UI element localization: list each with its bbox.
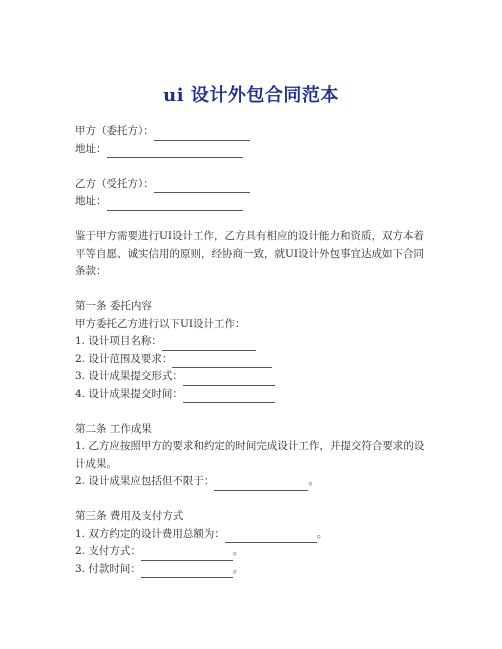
article-2-item-blank	[214, 477, 308, 491]
party-a-line	[75, 123, 435, 141]
party-b-label: 乙方（受托方）：	[75, 177, 154, 190]
article-3-item-label: 2. 支付方式：	[75, 545, 141, 557]
article-3-item	[75, 543, 435, 561]
party-b-address-blank	[107, 197, 243, 211]
article-1-heading: 第一条 委托内容	[75, 300, 152, 312]
article-3-item-end: 。	[232, 545, 244, 557]
party-a-address-blank	[107, 144, 243, 158]
article-3-item-blank	[141, 564, 233, 578]
article-2-item	[75, 473, 435, 491]
article-3-item-end: 。	[316, 527, 328, 540]
article-1-item-label: 2. 设计范围及要求：	[75, 352, 173, 365]
article-3-item	[75, 526, 435, 544]
party-b-address-label: 地址：	[75, 195, 107, 207]
party-b-blank	[154, 179, 250, 193]
document-title: ui 设计外包合同范本	[163, 85, 339, 106]
article-1-lead: 甲方委托乙方进行以下UI设计工作：	[75, 317, 246, 330]
article-3-item-label: 3. 付款时间：	[75, 562, 141, 575]
article-1-item	[75, 386, 435, 404]
article-2-item-end: 。	[308, 475, 319, 487]
article-1-item	[75, 333, 435, 351]
party-a-blank	[154, 127, 250, 141]
party-b-line	[75, 176, 435, 194]
article-1-item-blank	[172, 354, 272, 368]
party-a-address-line	[75, 141, 435, 159]
article-2-heading: 第二条 工作成果	[75, 422, 152, 435]
article-1-item-blank	[183, 389, 275, 403]
article-2-item: 1. 乙方应按照甲方的要求和约定的时间完成设计工作，并提交符合要求的设计成果。	[75, 440, 425, 470]
article-3-heading: 第三条 费用及支付方式	[75, 510, 184, 522]
article-2-item-label: 2. 设计成果应包括但不限于：	[75, 475, 215, 487]
article-1-item	[75, 368, 435, 386]
article-1-item-label: 4. 设计成果提交时间：	[75, 387, 183, 400]
article-1-item-blank	[183, 372, 275, 386]
article-1-item-blank	[162, 337, 256, 351]
article-1-item-label: 3. 设计成果提交形式：	[75, 370, 183, 382]
article-3-item-end: 。	[232, 562, 244, 575]
article-3-item-blank	[141, 547, 233, 561]
document-body	[75, 123, 435, 578]
article-3-item-blank	[225, 529, 317, 543]
article-3-item	[75, 561, 435, 579]
intro-paragraph: 鉴于甲方需要进行UI设计工作，乙方具有相应的设计能力和资质，双方本着平等自愿、诚实信用的原则，经协商一致，就UI设计外包事宜达成如下合同条款：	[75, 230, 424, 277]
article-1-item-label: 1. 设计项目名称：	[75, 335, 162, 347]
party-a-address-label: 地址：	[75, 142, 107, 155]
article-3-item-label: 1. 双方约定的设计费用总额为：	[75, 527, 225, 540]
party-b-address-line	[75, 193, 435, 211]
article-1-item	[75, 351, 435, 369]
party-a-label: 甲方（委托方）：	[75, 125, 154, 137]
